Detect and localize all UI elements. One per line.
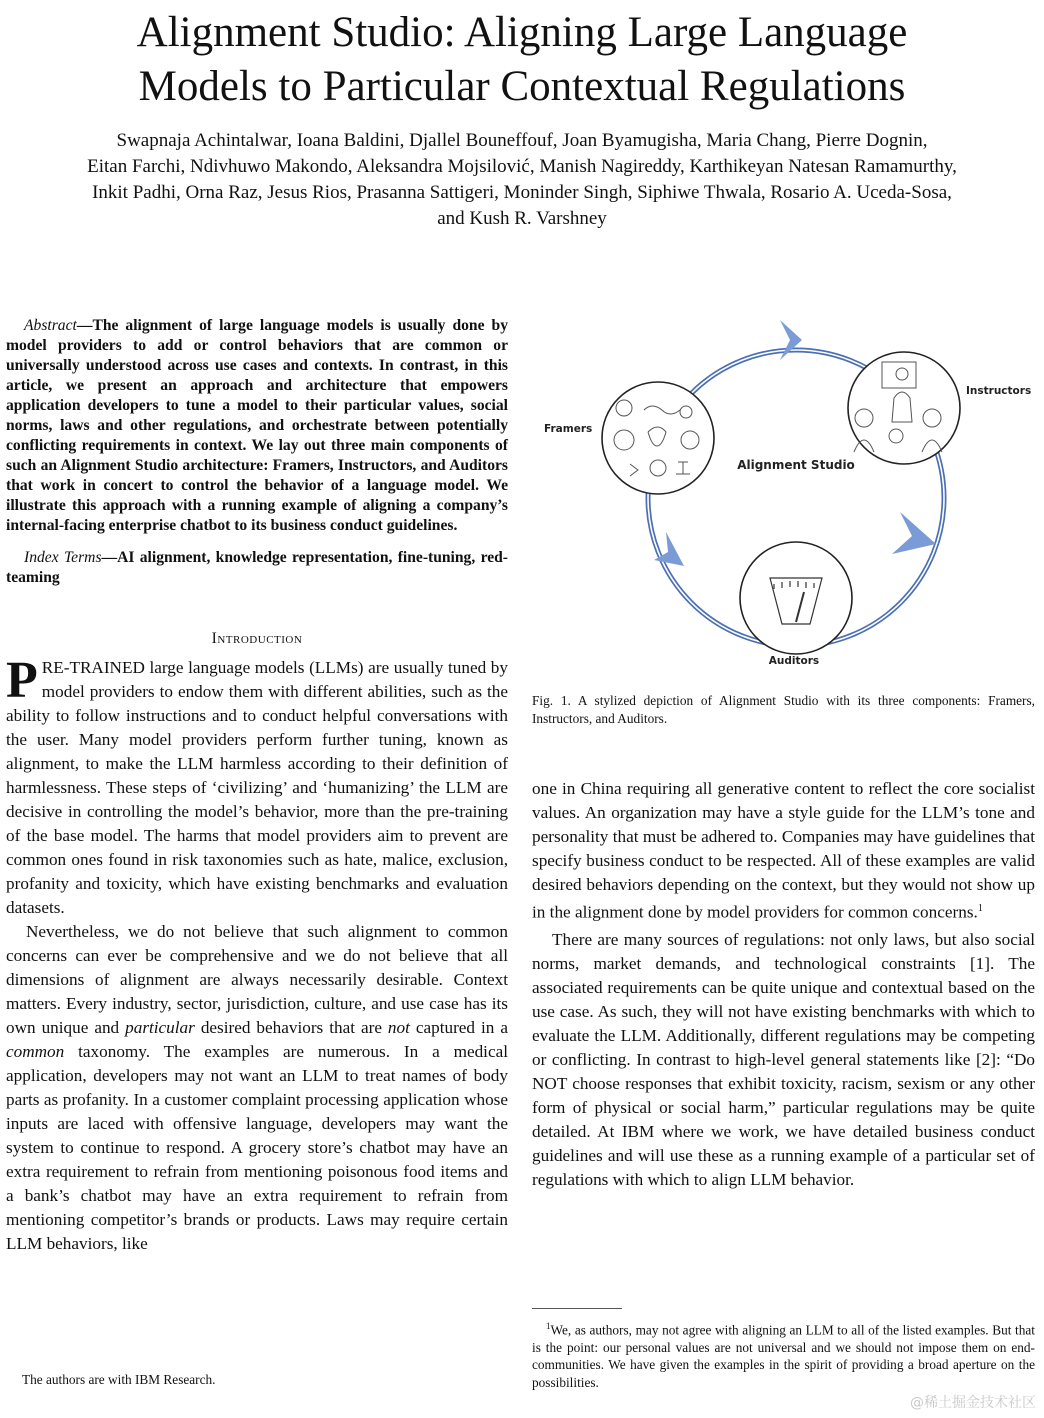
- authors-line-3: Inkit Padhi, Orna Raz, Jesus Rios, Prasanna Sattigeri, Moninder Singh, Siphiwe Thwala, Rosario A. Uceda-Sosa,: [92, 182, 952, 203]
- right-column-body: [532, 777, 1035, 1192]
- index-terms: [6, 548, 508, 588]
- abstract-label: Abstract: [24, 317, 77, 334]
- authors-line-4: and Kush R. Varshney: [437, 208, 607, 229]
- instructors-node: [848, 352, 960, 464]
- abstract-text: —The alignment of large language models is usually done by model providers to add or control behaviors that are common or universally understood across use cases and contexts. In contrast, in this article, we present an approach and architecture that empowers application developers to tune a model to their particular values, social norms, laws and other regulations, and orchestrate between potentially conflicting requirements in context. We lay out three main components of such an Alignment Studio architecture: Framers, Instructors, and Auditors that work in concert to control the behavior of a language model. We illustrate this approach with a running example of aligning a company’s internal-facing enterprise chatbot to its business conduct guidelines.: [6, 317, 508, 534]
- title-line-1: Alignment Studio: Aligning Large Language: [136, 9, 908, 56]
- abstract: [6, 316, 508, 536]
- index-terms-text: —AI alignment, knowledge representation, fine-tuning, red-teaming: [6, 549, 508, 586]
- figure-svg: [532, 312, 1038, 672]
- title-line-2: Models to Particular Contextual Regulations: [138, 63, 906, 110]
- paper-title: [0, 6, 1044, 114]
- intro-paragraph-3-text: one in China requiring all generative content to reflect the core socialist values. An organization may have a style guide for the LLM’s tone and personality that must be adhered to. Companies may have guidelines that specify business conduct to be respected. All of these examples are valid desired behaviors depending on the context, but they would not show up in the alignment done by model providers for common concerns.: [532, 779, 1035, 922]
- authors-line-2: Eitan Farchi, Ndivhuwo Makondo, Aleksandra Mojsilović, Manish Nagireddy, Karthikeyan Natesan Ramamurthy,: [87, 156, 957, 177]
- figure-caption: Fig. 1. A stylized depiction of Alignment Studio with its three components: Framers, Instructors, and Auditors.: [532, 693, 1035, 726]
- drop-cap: P: [6, 652, 38, 709]
- authors-line-1: Swapnaja Achintalwar, Ioana Baldini, Djallel Bouneffouf, Joan Byamugisha, Maria Chang, Pierre Dognin,: [116, 130, 928, 151]
- p2-emphasis-common: common: [6, 1042, 65, 1061]
- p2-emphasis-not: not: [387, 1018, 410, 1037]
- intro-paragraph-4: There are many sources of regulations: not only laws, but also social norms, market demands, and technological constraints [1]. The associated requirements can be quite unique and contextual based on the use case. As such, they will not have existing benchmarks with which to evaluate the LLM. Additionally, different regulations may be competing or conflicting. In contrast to high-level general statements like [2]: “Do NOT choose responses that exhibit toxicity, racism, sexism or any other form of physical or social harm,” particular regulations may be quite detailed. At IBM where we work, we have detailed business conduct guidelines and will use these as a running example of a particular set of regulations with which to align LLM behavior.: [532, 929, 1035, 1189]
- site-watermark: @稀土掘金技术社区: [910, 1395, 1036, 1411]
- alignment-studio-figure: [532, 312, 1038, 672]
- intro-paragraph-1-text: RE-TRAINED large language models (LLMs) are usually tuned by model providers to endow them with different abilities, such as the ability to follow instructions and to conduct helpful conversations with the user. Many model providers perform further tuning, known as alignment, to make the LLM harmless according to their definition of harmlessness. These steps of ‘civilizing’ and ‘humanizing’ the LLM are decisive in controlling the model’s behavior, more than the pre-training of the base model. The harms that model providers aim to prevent are common ones found in risk taxonomies such as hate, malice, exclusion, profanity and toxicity, which have existing benchmarks and evaluation datasets.: [6, 658, 508, 917]
- auditors-node: [740, 542, 852, 654]
- section-heading-introduction: Introduction: [211, 630, 303, 647]
- left-column: [6, 316, 508, 1256]
- index-terms-label: Index Terms: [24, 549, 102, 566]
- footnote-block: [532, 1318, 1035, 1391]
- framers-node: [602, 382, 714, 494]
- figure-caption-block: [532, 692, 1035, 728]
- p2-part-c: captured in a: [409, 1018, 508, 1037]
- p2-emphasis-particular: particular: [125, 1018, 195, 1037]
- footnote-1: [532, 1318, 1035, 1391]
- p2-part-d: taxonomy. The examples are numerous. In a medical application, developers may not want an LLM to treat names of body parts as profanity. In a customer complaint processing application whose inputs are laced with offensive language, developers may want the system to continue to respond. A grocery store’s chatbot may have an extra requirement to refrain from mentioning poisonous food items and a bank’s chatbot may have an extra requirement to refrain from mentioning competitor’s brands or products. Laws may require certain LLM behaviors, like: [6, 1042, 508, 1253]
- author-list: [0, 128, 1044, 232]
- footnote-text: We, as authors, may not agree with aligning an LLM to all of the listed examples. But that is the point: our personal values are not universal and we should not impose them on end-communities. We have given the examples in the spirit of providing a broad aperture on the possibilities.: [532, 1322, 1035, 1390]
- intro-paragraph-3: [532, 777, 1035, 925]
- p2-part-a: Nevertheless, we do not believe that such alignment to common concerns can ever be comprehensive and we do not believe that all dimensions of alignment are always necessarily desirable. Context matters. Every industry, sector, jurisdiction, culture, and use case has its own unique and: [6, 922, 508, 1037]
- arrow-right-icon: [892, 512, 936, 554]
- footnote-reference: 1: [977, 903, 983, 914]
- instructors-label: Instructors: [966, 385, 1032, 397]
- footnote-mark: 1: [546, 1321, 551, 1331]
- framers-circle: [602, 382, 714, 494]
- footnote-rule: [532, 1308, 622, 1309]
- intro-paragraph-2: [6, 920, 508, 1256]
- figure-center-label: Alignment Studio: [737, 458, 855, 472]
- author-affiliation: The authors are with IBM Research.: [22, 1372, 216, 1387]
- intro-paragraph-1: [6, 652, 508, 920]
- framers-label: Framers: [544, 423, 593, 435]
- p2-part-b: desired behaviors that are: [194, 1018, 388, 1037]
- auditors-label: Auditors: [768, 655, 820, 667]
- auditors-circle: [740, 542, 852, 654]
- arrow-top-icon: [780, 320, 802, 360]
